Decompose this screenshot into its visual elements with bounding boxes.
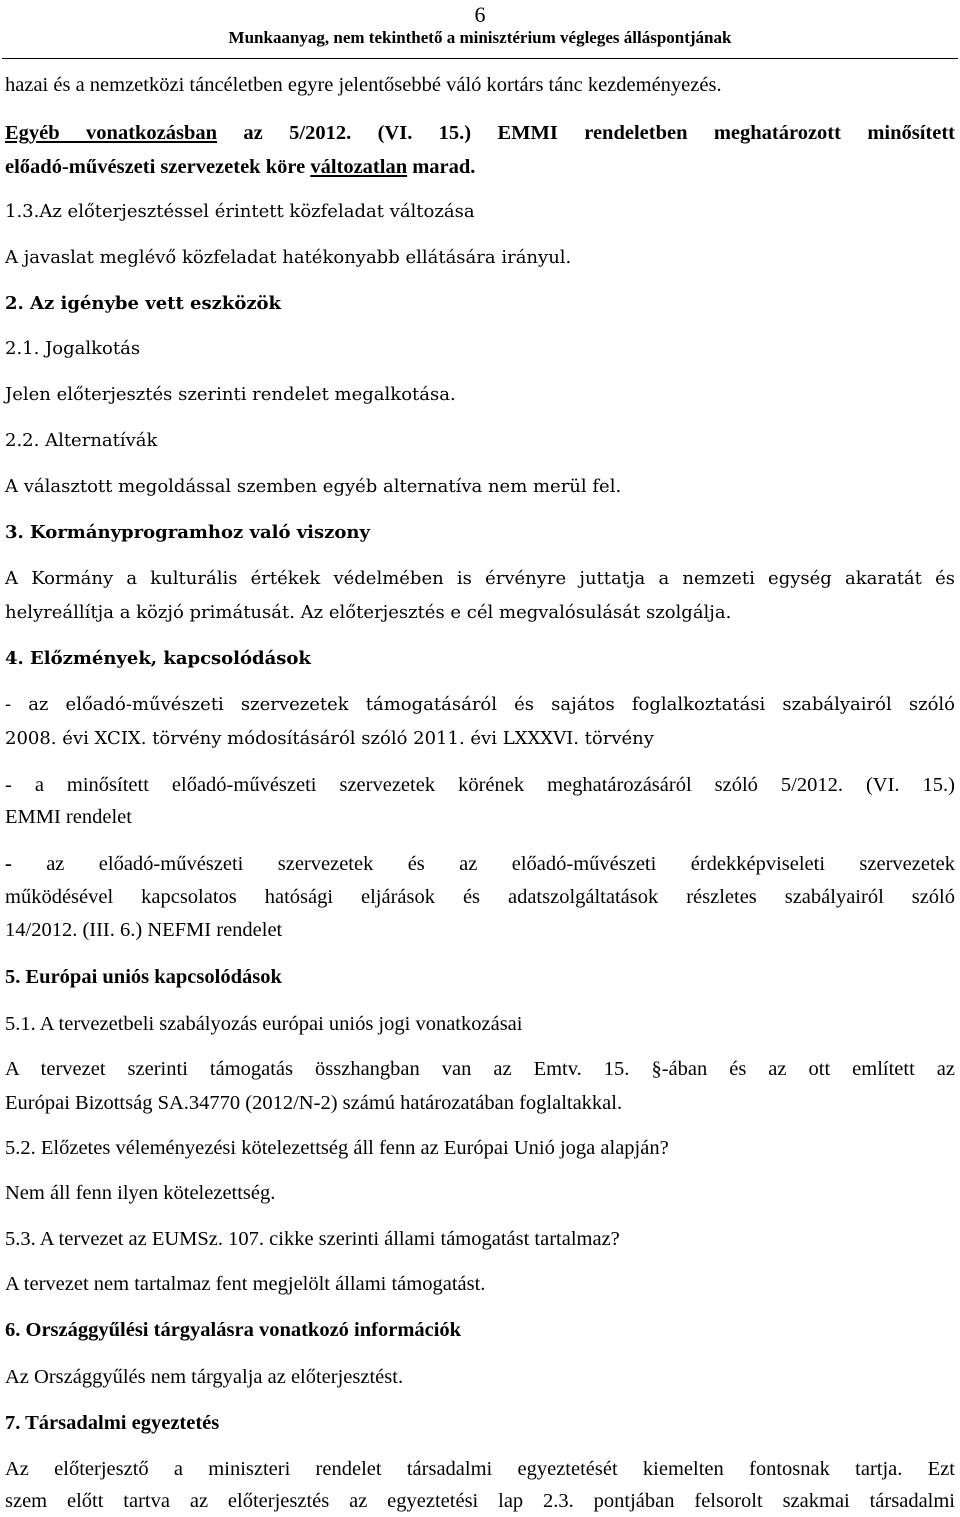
list-item-line: - a minősített előadó-művészeti szervezetek körének meghatározásáról szóló 5/2012. (VI. 15.): [5, 774, 955, 796]
section-text: A választott megoldással szemben egyéb alternatíva nem merül fel.: [5, 476, 622, 497]
list-item-line: 14/2012. (III. 6.) NEFMI rendelet: [5, 919, 283, 941]
paragraph-line: szem előtt tartva az előterjesztés az egyeztetési lap 2.3. pontjában felsorolt szakmai társadalmi: [5, 1490, 955, 1512]
paragraph-line: A tervezet szerinti támogatás összhangban van az Emtv. 15. §-ában és az ott említett az: [5, 1058, 955, 1080]
list-item-line: - az előadó-művészeti szervezetek támogatásáról és sajátos foglalkoztatási szabályairól szóló: [5, 694, 955, 715]
list-item-line: működésével kapcsolatos hatósági eljárások és adatszolgáltatások részletes szabályairól szóló: [5, 886, 955, 908]
section-heading-2: 2. Az igénybe vett eszközök: [5, 293, 282, 314]
section-heading-4: 4. Előzmények, kapcsolódások: [5, 648, 311, 669]
section-heading-3: 3. Kormányprogramhoz való viszony: [5, 522, 370, 543]
section-heading-2-2: 2.2. Alternatívák: [5, 430, 158, 451]
paragraph-line: Európai Bizottság SA.34770 (2012/N-2) számú határozatában foglaltakkal.: [5, 1092, 623, 1114]
section-heading-5-1: 5.1. A tervezetbeli szabályozás európai uniós jogi vonatkozásai: [5, 1013, 523, 1035]
section-heading-5-3: 5.3. A tervezet az EUMSz. 107. cikke szerinti állami támogatást tartalmaz?: [5, 1228, 620, 1250]
section-text: Az Országgyűlés nem tárgyalja az előterjesztést.: [5, 1366, 404, 1388]
section-heading-1-3: 1.3.Az előterjesztéssel érintett közfeladat változása: [5, 201, 475, 222]
text-span: az 5/2012. (VI. 15.) EMMI rendeletben meghatározott minősített: [217, 122, 956, 144]
paragraph-line: [5, 121, 955, 145]
section-text: A javaslat meglévő közfeladat hatékonyabb ellátására irányul.: [5, 247, 572, 268]
section-heading-5: 5. Európai uniós kapcsolódások: [5, 966, 282, 988]
underlined-text: Egyéb vonatkozásban: [5, 122, 218, 144]
section-heading-2-1: 2.1. Jogalkotás: [5, 338, 141, 359]
list-item-line: [5, 852, 955, 876]
underlined-text: változatlan: [310, 156, 408, 178]
paragraph-line: Az előterjesztő a miniszteri rendelet társadalmi egyeztetését kiemelten fontosnak tartja. Ezt: [5, 1458, 955, 1480]
section-text: Jelen előterjesztés szerinti rendelet megalkotása.: [5, 384, 456, 405]
section-heading-5-2: 5.2. Előzetes véleményezési kötelezettség áll fenn az Európai Unió joga alapján?: [5, 1137, 669, 1159]
header-title: Munkaanyag, nem tekinthető a minisztérium végleges álláspontjának: [228, 28, 732, 47]
list-item-line: EMMI rendelet: [5, 806, 132, 828]
paragraph-line: helyreállítja a közjó primátusát. Az előterjesztés e cél megvalósulását szolgálja.: [5, 602, 732, 623]
list-item-line: 2008. évi XCIX. törvény módosításáról szóló 2011. évi LXXXVI. törvény: [5, 728, 654, 749]
text-span: az előadó-művészeti szervezetek és az előadó-művészeti érdekképviseleti szervezetek: [11, 853, 955, 875]
paragraph-line: hazai és a nemzetközi táncéletben egyre jelentősebbé váló kortárs tánc kezdeményezés.: [5, 74, 722, 96]
paragraph-line: [5, 155, 955, 179]
section-heading-7: 7. Társadalmi egyeztetés: [5, 1412, 220, 1434]
section-text: Nem áll fenn ilyen kötelezettség.: [5, 1182, 276, 1204]
page-number: 6: [474, 2, 486, 27]
header-rule: [2, 58, 958, 59]
section-heading-6: 6. Országgyűlési tárgyalásra vonatkozó információk: [5, 1319, 462, 1341]
paragraph-line: A Kormány a kulturális értékek védelmében is érvényre juttatja a nemzeti egység akaratát és: [5, 568, 955, 589]
text-span: marad.: [407, 156, 476, 178]
section-text: A tervezet nem tartalmaz fent megjelölt állami támogatást.: [5, 1273, 486, 1295]
list-dash: -: [5, 853, 12, 875]
text-span: előadó-művészeti szervezetek köre: [5, 156, 311, 178]
